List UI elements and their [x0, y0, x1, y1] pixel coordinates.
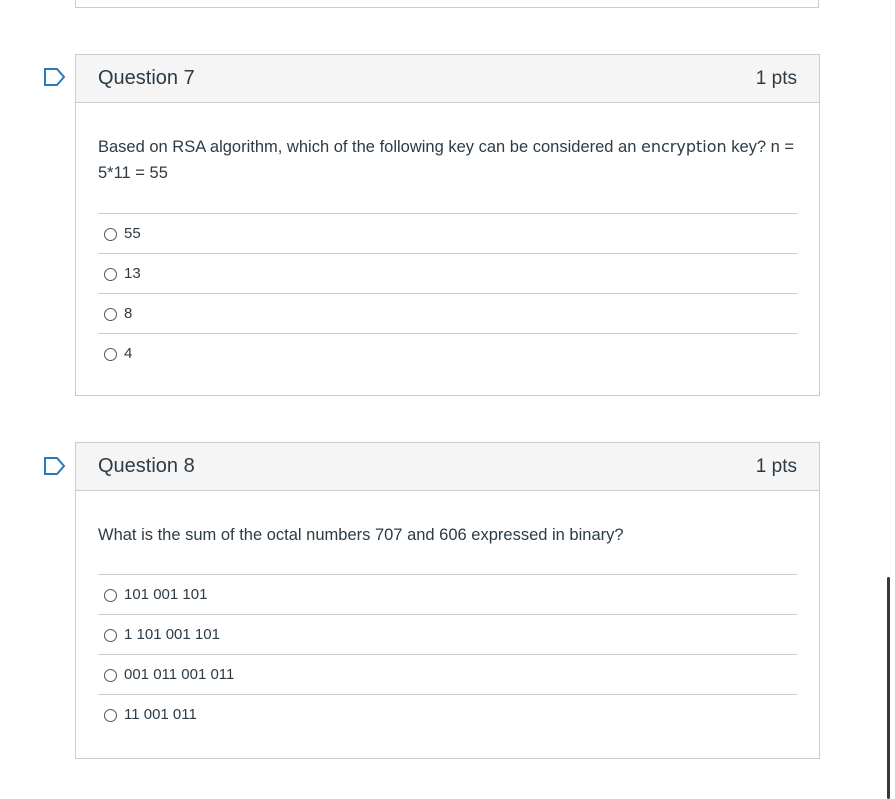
answer-list: [98, 213, 797, 373]
question-body: [76, 103, 819, 373]
flag-question-7-icon[interactable]: [43, 67, 67, 87]
answer-option[interactable]: [98, 213, 797, 253]
flag-question-8-icon[interactable]: [43, 456, 67, 476]
question-text-part: Based on RSA algorithm, which of the following key can be considered an: [98, 138, 641, 156]
radio-unchecked-icon[interactable]: [104, 669, 117, 682]
scrollbar-thumb[interactable]: [887, 577, 890, 799]
answer-option[interactable]: [98, 694, 797, 734]
answer-option[interactable]: [98, 253, 797, 293]
question-keyword: encryption: [641, 137, 727, 156]
answer-list: [98, 574, 797, 734]
radio-unchecked-icon[interactable]: [104, 629, 117, 642]
answer-option[interactable]: [98, 293, 797, 333]
question-text: What is the sum of the octal numbers 707 and 606 expressed in binary?: [98, 526, 624, 544]
radio-unchecked-icon[interactable]: [104, 228, 117, 241]
answer-label: 11 001 011: [124, 706, 197, 723]
radio-unchecked-icon[interactable]: [104, 709, 117, 722]
question-points: 1 pts: [755, 455, 797, 477]
previous-question-card-bottom: [75, 0, 819, 8]
answer-label: 101 001 101: [124, 586, 208, 603]
answer-option[interactable]: [98, 614, 797, 654]
question-points: 1 pts: [755, 67, 797, 89]
question-8-card: [75, 442, 820, 759]
radio-unchecked-icon[interactable]: [104, 589, 117, 602]
answer-label: 4: [124, 345, 133, 362]
answer-option[interactable]: [98, 654, 797, 694]
question-body: [76, 491, 819, 734]
answer-label: 8: [124, 305, 133, 322]
question-header: [76, 55, 819, 103]
radio-unchecked-icon[interactable]: [104, 268, 117, 281]
answer-option[interactable]: [98, 333, 797, 373]
question-7-card: [75, 54, 820, 396]
question-title: Question 8: [98, 455, 195, 477]
question-title: Question 7: [98, 67, 195, 89]
answer-label: 001 011 001 011: [124, 666, 235, 683]
answer-label: 1 101 001 101: [124, 626, 220, 643]
question-header: [76, 443, 819, 491]
radio-unchecked-icon[interactable]: [104, 348, 117, 361]
answer-label: 55: [124, 225, 141, 242]
question-text: [98, 103, 797, 213]
answer-label: 13: [124, 265, 141, 282]
answer-option[interactable]: [98, 574, 797, 614]
radio-unchecked-icon[interactable]: [104, 308, 117, 321]
question-text-part: key? n = 5*11 = 55: [98, 138, 795, 182]
